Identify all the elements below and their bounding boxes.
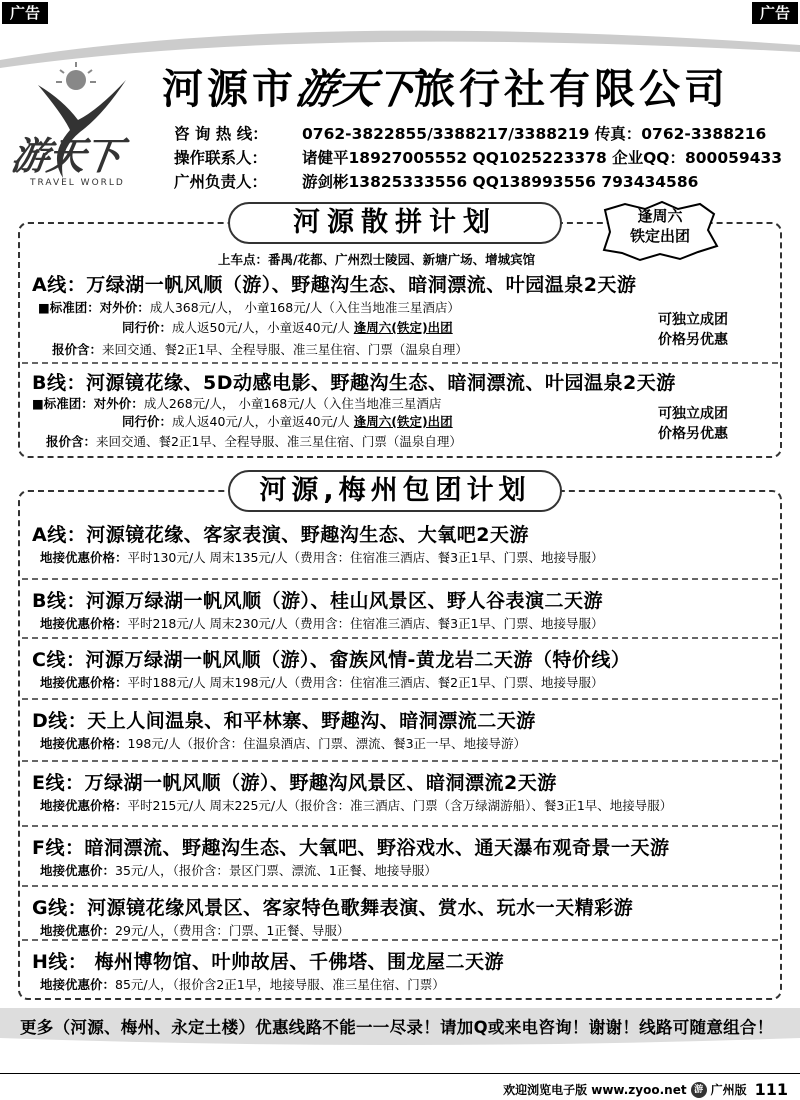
edition-name: 广州版 xyxy=(710,1083,747,1097)
package-route-price xyxy=(40,796,672,814)
contact-label: 操作联系人： xyxy=(174,149,268,167)
price-detail: 29元/人，（费用含：门票、1正餐、导服） xyxy=(115,923,350,938)
price-detail: 35元/人，（报价含：景区门票、漂流、1正餐、地接导服） xyxy=(115,863,437,878)
badge-line-1: 逢周六 xyxy=(637,207,683,225)
price-label: 地接优惠价： xyxy=(40,863,116,878)
route-a-includes-row xyxy=(52,340,468,358)
includes-label: 报价含： xyxy=(52,342,103,357)
price-detail: 平时188元/人 周末198元/人（费用含：住宿准三酒店、餐2正1早、门票、地接导服） xyxy=(127,675,604,690)
price-detail: 平时215元/人 周末225元/人（报价含：准三酒店、门票（含万绿湖游船）、餐3正1早、地接导服） xyxy=(127,798,673,813)
package-route-title: E线：万绿湖一帆风顺（游）、野趣沟风景区、暗洞漂流2天游 xyxy=(32,772,557,794)
side-note-line: 价格另优惠 xyxy=(658,332,728,348)
route-b-peer-row xyxy=(122,412,453,430)
package-route-price xyxy=(40,734,526,752)
contact-hotline xyxy=(174,122,766,144)
divider xyxy=(22,825,778,827)
contact-value: 诸健平18927005552 QQ1025223378 企业QQ：800059433 xyxy=(302,149,783,167)
includes-value: 来回交通、餐2正1早、全程导服、准三星住宿、门票（温泉自理） xyxy=(102,342,468,357)
price-label: ■标准团：对外价： xyxy=(32,396,144,411)
section-package-title: 河源,梅州包团计划 xyxy=(228,470,562,512)
price-label: 地接优惠价格： xyxy=(40,798,128,813)
side-note-line: 可独立成团 xyxy=(658,312,728,328)
route-b-includes-row xyxy=(46,432,462,450)
package-route-title: H线： 梅州博物馆、叶帅故居、千佛塔、围龙屋二天游 xyxy=(32,951,505,973)
package-route-title: F线：暗洞漂流、野趣沟生态、大氧吧、野浴戏水、通天瀑布观奇景一天游 xyxy=(32,837,670,859)
divider xyxy=(22,760,778,762)
side-note-line: 价格另优惠 xyxy=(658,426,728,442)
welcome-text: 欢迎浏览电子版 www.zyoo.net xyxy=(503,1083,687,1097)
divider xyxy=(22,885,778,887)
price-label: 地接优惠价格： xyxy=(40,736,128,751)
logo-text: 游天下 xyxy=(8,134,123,178)
package-route-price xyxy=(40,921,349,939)
package-route-price xyxy=(40,614,604,632)
package-route-price xyxy=(40,548,604,566)
section-scattered-title: 河源散拼计划 xyxy=(228,202,562,244)
package-route-title: C线：河源万绿湖一帆风顺（游）、畲族风情-黄龙岩二天游（特价线） xyxy=(32,649,631,671)
price-detail: 198元/人（报价含：住温泉酒店、门票、漂流、餐3正一早、地接导游） xyxy=(127,736,527,751)
price-label: ■标准团：对外价： xyxy=(38,300,150,315)
divider xyxy=(22,637,778,639)
price-detail: 平时130元/人 周末135元/人（费用含：住宿准三酒店、餐3正1早、门票、地接导服） xyxy=(127,550,604,565)
price-label: 地接优惠价格： xyxy=(40,616,128,631)
company-brand: 游天下 xyxy=(292,65,418,113)
includes-label: 报价含： xyxy=(46,434,97,449)
logo-subtitle: TRAVEL WORLD xyxy=(30,178,125,188)
peer-value: 成人返50元/人，小童返40元/人 xyxy=(172,320,350,335)
route-a-side-note xyxy=(658,310,728,350)
peer-label: 同行价： xyxy=(122,414,173,429)
package-route-title: A线：河源镜花缘、客家表演、野趣沟生态、大氧吧2天游 xyxy=(32,524,529,546)
package-route-title: D线：天上人间温泉、和平林寨、野趣沟、暗洞漂流二天游 xyxy=(32,710,536,732)
peer-value: 成人返40元/人，小童返40元/人 xyxy=(172,414,350,429)
package-route-price xyxy=(40,975,445,993)
side-note-line: 可独立成团 xyxy=(658,406,728,422)
departure-flag: 逢周六(铁定)出团 xyxy=(353,320,453,335)
divider xyxy=(22,939,778,941)
contact-label: 咨 询 热 线： xyxy=(174,125,268,143)
route-b-side-note xyxy=(658,404,728,444)
bottom-rule xyxy=(0,1073,800,1074)
pickup-points: 上车点：番禺/花都、广州烈士陵园、新塘广场、增城宾馆 xyxy=(218,252,536,267)
price-label: 地接优惠价： xyxy=(40,923,116,938)
page-footer xyxy=(503,1080,788,1099)
page-number: 111 xyxy=(754,1080,788,1099)
contact-value: 游剑彬13825333556 QQ138993556 793434586 xyxy=(302,173,699,191)
price-detail: 平时218元/人 周末230元/人（费用含：住宿准三酒店、餐3正1早、门票、地接导服） xyxy=(127,616,604,631)
peer-label: 同行价： xyxy=(122,320,173,335)
package-route-price xyxy=(40,673,604,691)
package-route-title: G线：河源镜花缘风景区、客家特色歌舞表演、赏水、玩水一天精彩游 xyxy=(32,897,634,919)
divider xyxy=(22,362,778,364)
route-b-price-row xyxy=(32,394,441,412)
contact-value: 0762-3822855/3388217/3388219 传真：0762-3388216 xyxy=(302,125,767,143)
price-label: 地接优惠价格： xyxy=(40,550,128,565)
package-route-price xyxy=(40,861,437,879)
ad-tag-left: 广告 xyxy=(2,2,48,24)
company-suffix: 旅行社有限公司 xyxy=(414,65,729,113)
includes-value: 来回交通、餐2正1早、全程导服、准三星住宿、门票（温泉自理） xyxy=(96,434,462,449)
contact-guangzhou xyxy=(174,170,698,192)
departure-flag: 逢周六(铁定)出团 xyxy=(353,414,453,429)
company-prefix: 河源市 xyxy=(162,65,297,113)
route-b-title: B线：河源镜花缘、5D动感电影、野趣沟生态、暗洞漂流、叶园温泉2天游 xyxy=(32,372,676,394)
divider xyxy=(22,698,778,700)
price-value: 成人268元/人， 小童168元/人（入住当地准三星酒店 xyxy=(143,396,442,411)
badge-text xyxy=(600,206,720,246)
price-value: 成人368元/人， 小童168元/人（入住当地准三星酒店） xyxy=(149,300,460,315)
price-label: 地接优惠价格： xyxy=(40,675,128,690)
footer-note: 更多（河源、梅州、永定土楼）优惠线路不能一一尽录！请加Q或来电咨询！谢谢！线路可随意组合！ xyxy=(20,1018,774,1037)
contact-operator xyxy=(174,146,782,168)
route-a-peer-row xyxy=(122,318,453,336)
package-route-title: B线：河源万绿湖一帆风顺（游）、桂山风景区、野人谷表演二天游 xyxy=(32,590,603,612)
ad-tag-right: 广告 xyxy=(752,2,798,24)
divider xyxy=(22,578,778,580)
price-detail: 85元/人，（报价含2正1早，地接导服、准三星住宿、门票） xyxy=(115,977,445,992)
company-name xyxy=(162,56,729,115)
publication-mark-icon: 游 xyxy=(691,1082,707,1098)
route-a-price-row xyxy=(38,298,460,316)
price-label: 地接优惠价： xyxy=(40,977,116,992)
route-a-title: A线：万绿湖一帆风顺（游）、野趣沟生态、暗洞漂流、叶园温泉2天游 xyxy=(32,274,637,296)
badge-line-2: 铁定出团 xyxy=(629,227,690,245)
contact-label: 广州负责人： xyxy=(174,173,268,191)
